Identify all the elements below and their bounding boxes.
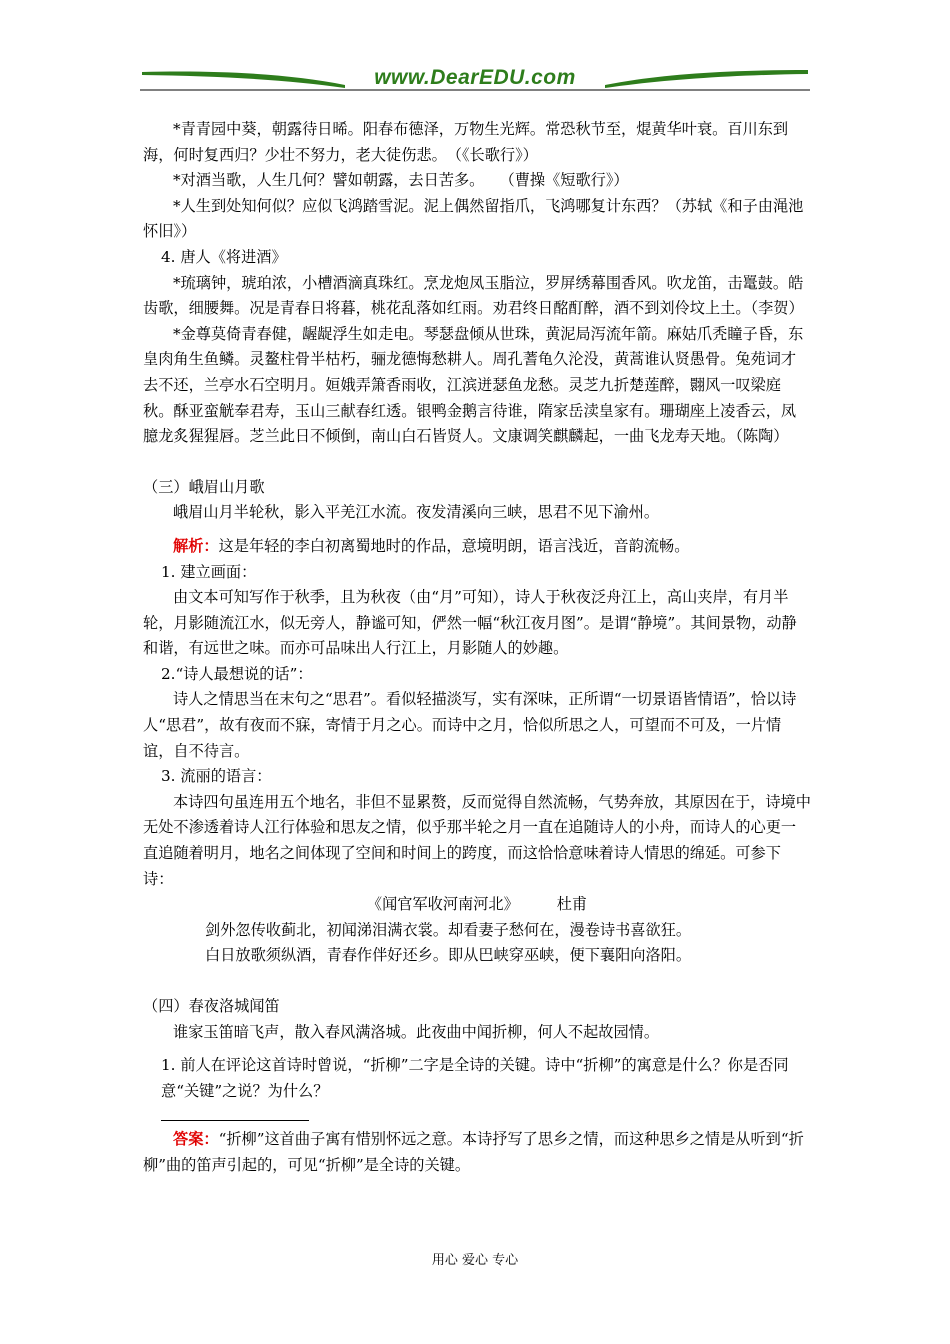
reference-poem-line-2: 白日放歌须纵酒，青春作伴好还乡。即从巴峡穿巫峡，便下襄阳向洛阳。 <box>205 946 691 965</box>
analysis-2-text: 诗人之情思当在末句之“思君”。看似轻描淡写，实有深味，正所谓“一切景语皆情语”，恰以诗人“思君”，故有夜而不寐，寄情于月之心。而诗中之月，恰似所思之人，可望而不可及，一片情谊，自不待言。 <box>143 690 797 760</box>
section-title-3: （三）峨眉山月歌 <box>143 477 265 496</box>
page-footer: 用心 爱心 专心 <box>431 1253 519 1268</box>
analysis-1-text: 由文本可知写作于秋季，且为秋夜（由“月”可知），诗人于秋夜泛舟江上，高山夹岸，有月半轮，月影随流江水，似无旁人，静谧可知，俨然一幅“秋江夜月图”。是谓“静境”。其间景物，动静和谐，有远世之味。而亦可品味出人行江上，月影随人的妙趣。 <box>143 588 797 658</box>
poem-chen-tao: *金尊莫倚青春健，龌龊浮生如走电。琴瑟盘倾从世珠，黄泥局泻流年箭。麻姑爪秃瞳子昏，东皇肉角生鱼鳞。灵鳌柱骨半枯朽，骊龙德悔愁耕人。周孔蓍龟久沦没，黄蒿谁认贤愚骨。兔苑词才去不还，兰亭水石空明月。姮娥弄箫香雨收，江滨迸瑟鱼龙愁。灵芝九折楚莲醉，翾风一叹梁庭秋。酥亚蛮觥奉君寿，玉山三献春红透。银鸭金鹅言待谁，隋家岳渎皇家有。珊瑚座上凌香云，凤臆龙炙猩猩唇。芝兰此日不倾倒，南山白石皆贤人。文康调笑麒麟起，一曲飞龙寿天地。（陈陶） <box>143 324 804 446</box>
reference-poem-title: 《闻官军收河南河北》 杜甫 <box>366 895 588 914</box>
section-heading-4: 4. 唐人《将进酒》 <box>161 247 287 266</box>
analysis-label: 解析： <box>173 536 219 555</box>
analysis-paragraph <box>143 534 811 560</box>
poem-su-shi: *人生到处知何似？应似飞鸿踏雪泥。泥上偶然留指爪，飞鸿哪复计东西？（苏轼《和子由渑池怀旧》） <box>143 196 804 241</box>
answer-paragraph <box>143 1127 811 1178</box>
document-body <box>143 117 811 1179</box>
answer-label: 答案： <box>173 1130 219 1149</box>
site-header <box>140 60 810 96</box>
reference-poem-line-1: 剑外忽传收蓟北，初闻涕泪满衣裳。却看妻子愁何在，漫卷诗书喜欲狂。 <box>205 920 691 939</box>
poem-changgexing: *青青园中葵，朝露待日晞。阳春布德泽，万物生光辉。常恐秋节至，焜黄华叶衰。百川东到海，何时复西归？少壮不努力，老大徒伤悲。 （《长歌行》） <box>143 120 789 164</box>
analysis-text: 这是年轻的李白初离蜀地时的作品，意境明朗，语言浅近，音韵流畅。 <box>218 536 690 555</box>
analysis-3-title: 3. 流丽的语言： <box>161 767 272 786</box>
site-logo[interactable]: www.DearEDU.com <box>374 66 576 89</box>
poem-emei: 峨眉山月半轮秋，影入平羌江水流。夜发清溪向三峡，思君不见下渝州。 <box>173 503 659 522</box>
section-title-4: （四）春夜洛城闻笛 <box>143 997 280 1015</box>
footnote-divider <box>161 1120 309 1121</box>
answer-text: “折柳”这首曲子寓有惜别怀远之意。本诗抒写了思乡之情，而这种思乡之情是从听到“折柳”曲的笛声引起的，可见“折柳”是全诗的关键。 <box>143 1130 804 1174</box>
analysis-2-title: 2.“诗人最想说的话”： <box>161 664 313 683</box>
poem-luocheng: 谁家玉笛暗飞声，散入春风满洛城。此夜曲中闻折柳，何人不起故园情。 <box>173 1022 659 1041</box>
poem-duangexing: *对酒当歌，人生几何？譬如朝露，去日苦多。 （曹操《短歌行》） <box>173 171 629 190</box>
question-1: 1. 前人在评论这首诗时曾说，“折柳”二字是全诗的关键。诗中“折柳”的寓意是什么？你是否同意“关键”之说？为什么？ <box>161 1056 789 1100</box>
analysis-3-text: 本诗四句虽连用五个地名，非但不显累赘，反而觉得自然流畅，气势奔放，其原因在于，诗境中无处不渗透着诗人江行体验和思友之情，似乎那半轮之月一直在追随诗人的小舟，而诗人的心更一直追随着明月，地名之间体现了空间和时间上的跨度，而这恰恰意味着诗人情思的绵延。可参下诗： <box>143 792 811 888</box>
analysis-1-title: 1. 建立画面： <box>161 562 257 581</box>
poem-li-he: *琉璃钟，琥珀浓，小槽酒滴真珠红。烹龙炮凤玉脂泣，罗屏绣幕围香风。吹龙笛，击鼍鼓。皓齿歌，细腰舞。况是青春日将暮，桃花乱落如红雨。劝君终日酩酊醉，酒不到刘伶坟上土。（李贺） <box>143 273 804 318</box>
